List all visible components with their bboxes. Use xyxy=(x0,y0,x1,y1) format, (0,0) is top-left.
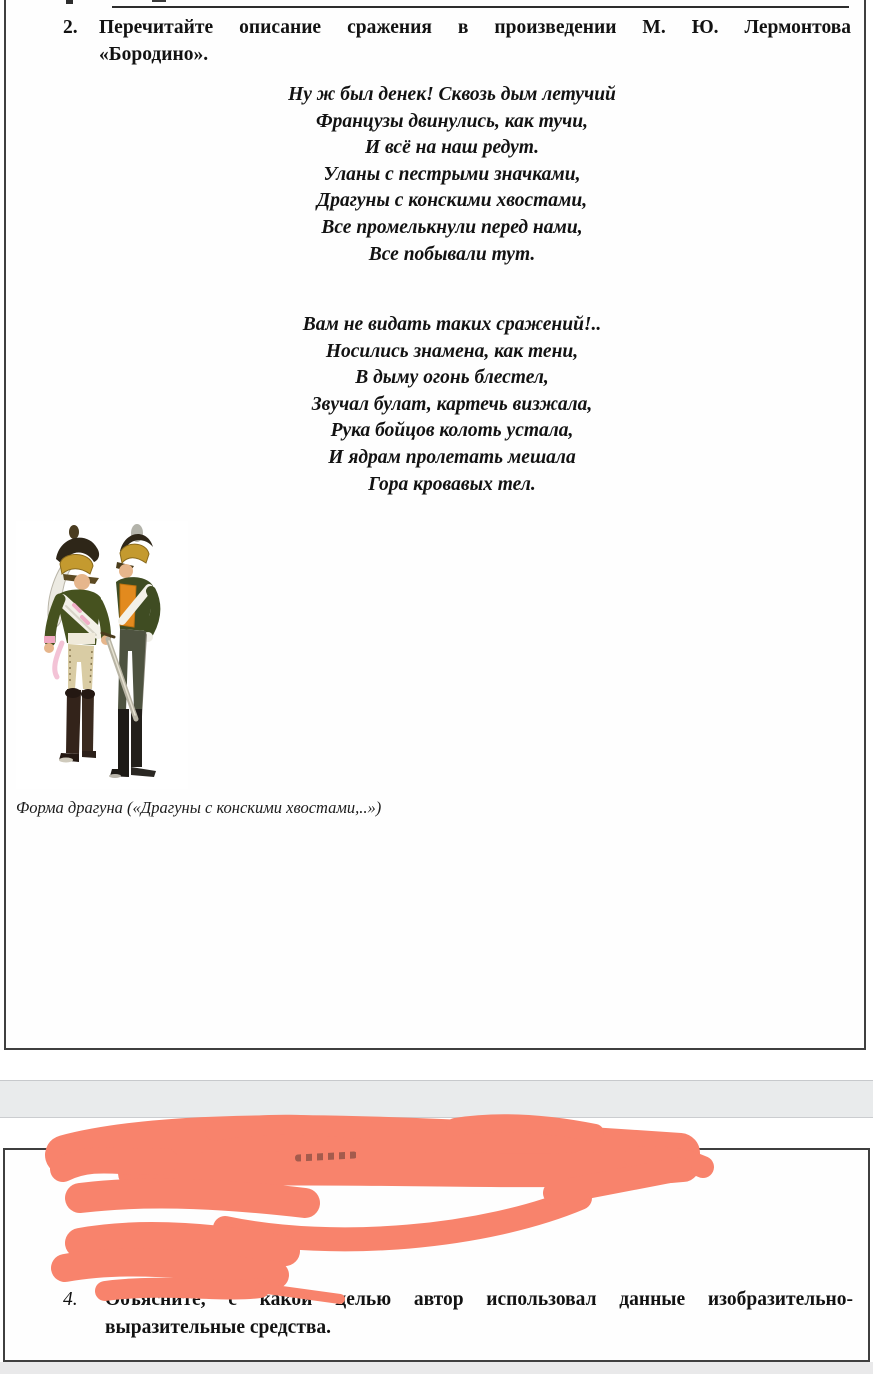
bottom-gray-strip xyxy=(0,1362,873,1374)
poem-stanza-2 xyxy=(106,312,798,498)
poem-line: Вам не видать таких сражений!.. xyxy=(302,314,602,335)
poem-line: И ядрам пролетать мешала xyxy=(328,446,576,468)
poem-line: Все побывали тут. xyxy=(368,243,536,265)
task-4-line-2: выразительные средства. xyxy=(105,1317,332,1338)
poem-line: Французы двинулись, как тучи, xyxy=(316,110,588,132)
figure-caption: Форма драгуна («Драгуны с конскими хвостами,..») xyxy=(16,798,382,817)
dragoons-illustration xyxy=(16,521,188,789)
page-1 xyxy=(4,0,866,1050)
redaction-scribble xyxy=(35,1103,725,1308)
poem-line: Носились знамена, как тени, xyxy=(325,340,579,362)
task-4-line-1: Объясните, с какой целью автор использовал данные изобразительно- xyxy=(105,1289,853,1310)
poem-line: В дыму огонь блестел, xyxy=(355,367,549,389)
poem-line: Драгуны с конскими хвостами, xyxy=(316,190,588,212)
task-4-number: 4. xyxy=(63,1289,78,1310)
task-2-heading xyxy=(63,14,851,68)
poem-line: Гора кровавых тел. xyxy=(368,473,536,495)
task-3-number: 3. xyxy=(60,1153,75,1174)
poem-line: И всё на наш редут. xyxy=(364,137,540,159)
poem-line: Звучал булат, картечь визжала, xyxy=(311,393,593,415)
cropped-text-remnant xyxy=(152,0,166,2)
poem-line: Ну ж был денек! Сквозь дым летучий xyxy=(288,84,616,105)
cropped-text-remnant xyxy=(66,0,73,4)
poem-stanza-1 xyxy=(106,82,798,268)
task-2-line-1: Перечитайте описание сражения в произведении М. Ю. Лермонтова xyxy=(99,17,851,38)
poem-line: Все промелькнули перед нами, xyxy=(321,216,583,238)
cropped-rule xyxy=(112,6,849,8)
task-2-line-2: «Бородино». xyxy=(99,44,209,65)
task-2-number: 2. xyxy=(63,17,78,38)
poem-line: Рука бойцов колоть устала, xyxy=(330,420,574,442)
poem-line: Уланы с пестрыми значками, xyxy=(323,163,581,185)
